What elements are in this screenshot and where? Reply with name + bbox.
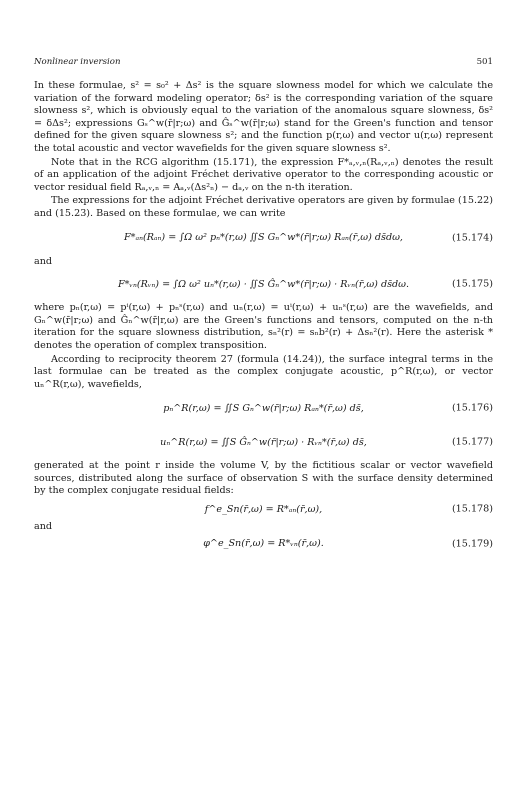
connector-and-1: and [34, 255, 53, 267]
equation-number: (15.175) [451, 278, 493, 290]
paragraph-1: In these formulae, s² = s₀² + Δs² is the square slowness model for which we calculate the variation of the forward modeling operator; δs² is the corresponding variation of the square slowness s², which is obviously equal to the variation of the anomalous square slowness, δs² = δΔs²; expressions Gₛ^w(r̄|r;ω) and Ĝₛ^w(r̄|r;ω) stand for the Green's function and tensor defined for the given square slowness s²; and the function p(r,ω) and vector u(r,ω) represent the total acoustic and vector wavefields for the given square slowness s². [34, 80, 493, 154]
paragraph-5: According to reciprocity theorem 27 (formula (14.24)), the surface integral terms in the last formulae can be treated as the complex conjugate acoustic, p^R(r,ω), or vector uₙ^R(r,ω), wavefields, [34, 353, 493, 390]
equation-expression: f^e_Sn(r̄,ω) = R*ₐₙ(r̄,ω), [204, 503, 323, 515]
equation-expression: pₙ^R(r,ω) = ∬S Gₙ^w(r̄|r;ω) Rₐₙ*(r̄,ω) ds̄, [163, 402, 364, 414]
equation-15-177 [34, 426, 493, 460]
equation-expression: uₙ^R(r,ω) = ∬S Ĝₙ^w(r̄|r;ω) · Rᵥₙ*(r̄,ω) ds̄, [160, 436, 367, 448]
equation-number: (15.177) [451, 436, 493, 448]
paragraph-2: Note that in the RCG algorithm (15.171), the expression F*ₐ,ᵥ,ₙ(Rₐ,ᵥ,ₙ) denotes the result of an application of the adjoint Fréchet derivative operator to the corresponding acoustic or vector residual field Rₐ,ᵥ,ₙ = Aₐ,ᵥ(Δs²ₙ) − dₐ,ᵥ on the n-th iteration. [34, 156, 493, 193]
equation-number: (15.174) [451, 232, 493, 244]
running-head-title: Nonlinear inversion [34, 57, 121, 67]
equation-15-178 [34, 499, 493, 521]
page-number: 501 [476, 57, 493, 67]
equation-number: (15.176) [451, 402, 493, 414]
equation-expression: F*ᵥₙ(Rᵥₙ) = ∫Ω ω² uₙ*(r,ω) · ∬S Ĝₙ^w*(r̄|r;ω) · Rᵥₙ(r̄,ω) ds̄dω. [117, 278, 410, 290]
equation-15-174 [34, 222, 493, 256]
paragraph-4: where pₙ(r,ω) = pⁱ(r,ω) + pₙˢ(r,ω) and uₙ(r,ω) = uⁱ(r,ω) + uₙˢ(r,ω) are the wavefields, and Gₙ^w(r̄|r;ω) and Ĝₙ^w(r̄|r,ω) are the Green's functions and tensors, computed on the n-th iteration for the square slowness distribution, sₙ²(r) = sₙb²(r) + Δsₙ²(r). Here the asterisk * denotes the operation of complex transposition. [34, 302, 493, 351]
equation-15-179 [34, 534, 493, 556]
connector-and-2: and [34, 521, 53, 533]
equation-expression: φ^e_Sn(r̄,ω) = R*ᵥₙ(r̄,ω). [203, 538, 324, 550]
equation-expression: F*ₐₙ(Rₐₙ) = ∫Ω ω² pₙ*(r,ω) ∬S Gₙ^w*(r̄|r;ω) Rₐₙ(r̄,ω) ds̄dω, [124, 232, 403, 244]
equation-number: (15.179) [451, 538, 493, 550]
equation-number: (15.178) [451, 503, 493, 515]
running-head [34, 57, 493, 68]
paragraph-6: generated at the point r inside the volume V, by the fictitious scalar or vector wavefield sources, distributed along the surface of observation S with the surface density determined by the complex conjugate residual fields: [34, 460, 493, 497]
equation-15-176 [34, 392, 493, 426]
paragraph-3: The expressions for the adjoint Fréchet derivative operators are given by formulae (15.22) and (15.23). Based on these formulae, we can write [34, 195, 493, 219]
body-text [34, 80, 493, 556]
equation-15-175 [34, 268, 493, 302]
